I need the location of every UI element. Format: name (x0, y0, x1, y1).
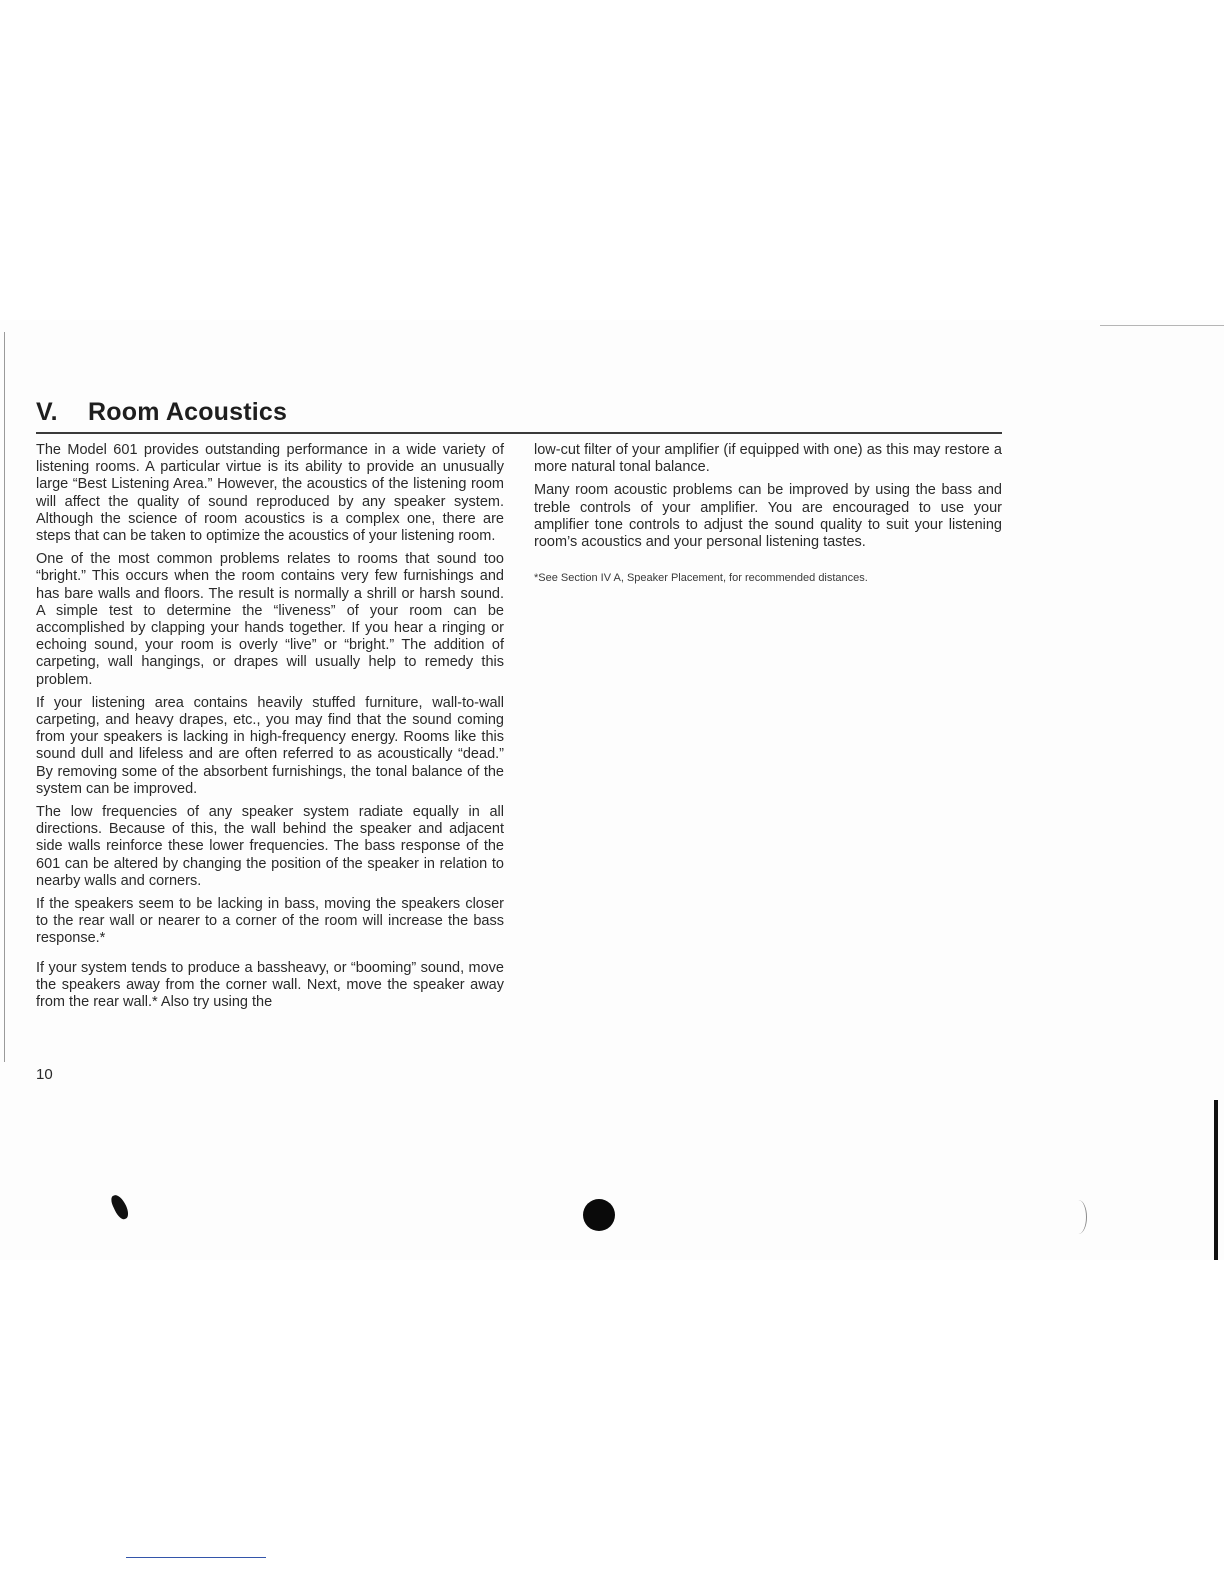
section-heading (36, 398, 1002, 427)
section-number: V. (36, 398, 58, 426)
bottom-underline (126, 1557, 266, 1558)
scan-left-edge (4, 332, 5, 1062)
paragraph: If your system tends to produce a bassheavy, or “booming” sound, move the speakers away from the corner wall. Next, move the speaker away from the rear wall.* Also try using the (36, 959, 504, 1011)
paragraph: The low frequencies of any speaker system radiate equally in all directions. Because of this, the wall behind the speaker and adjacent side walls reinforce these lower frequencies. The bass response of the 601 can be altered by changing the position of the speaker in relation to nearby walls and corners. (36, 804, 504, 889)
scan-mark-outline (1070, 1200, 1087, 1234)
footnote: *See Section IV A, Speaker Placement, for recommended distances. (534, 572, 868, 585)
left-column (36, 442, 504, 1017)
paragraph: One of the most common problems relates to rooms that sound too “bright.” This occurs when the room contains very few furnishings and has bare walls and floors. The result is normally a shrill or harsh sound. A simple test to determine the “liveness” of your room can be accomplished by clapping your hands together. If you hear a ringing or echoing sound, your room is overly “live” or “bright.” The addition of carpeting, wall hangings, or drapes will usually help to remedy this problem. (36, 551, 504, 688)
right-column (534, 442, 1002, 591)
paragraph: If the speakers seem to be lacking in bass, moving the speakers closer to the rear wall or nearer to a corner of the room will increase the bass response.* (36, 896, 504, 947)
paragraph: Many room acoustic problems can be improved by using the bass and treble controls of your amplifier. You are encouraged to use your amplifier tone controls to adjust the sound quality to suit your listening room’s acoustics and your personal listening tastes. (534, 482, 1002, 551)
scan-top-edge-line (1100, 325, 1224, 326)
binder-hole (583, 1199, 615, 1231)
heading-rule (36, 432, 1002, 434)
page-number: 10 (36, 1066, 53, 1083)
section-title: Room Acoustics (88, 398, 288, 426)
paragraph: The Model 601 provides outstanding performance in a wide variety of listening rooms. A particular virtue is its ability to provide an unusually large “Best Listening Area.” However, the acoustics of the listening room will affect the quality of sound reproduced by any speaker system. Although the science of room acoustics is a complex one, there are steps that can be taken to optimize the acoustics of your listening room. (36, 442, 504, 545)
paragraph: low-cut filter of your amplifier (if equipped with one) as this may restore a more natural tonal balance. (534, 442, 1002, 476)
scan-right-edge (1214, 1100, 1218, 1260)
paragraph: If your listening area contains heavily stuffed furniture, wall-to-wall carpeting, and heavy drapes, etc., you may find that the sound coming from your speakers is lacking in high-frequency energy. Rooms like this sound dull and lifeless and are often referred to as acoustically “dead.” By removing some of the absorbent furnishings, the tonal balance of the system can be improved. (36, 694, 504, 797)
